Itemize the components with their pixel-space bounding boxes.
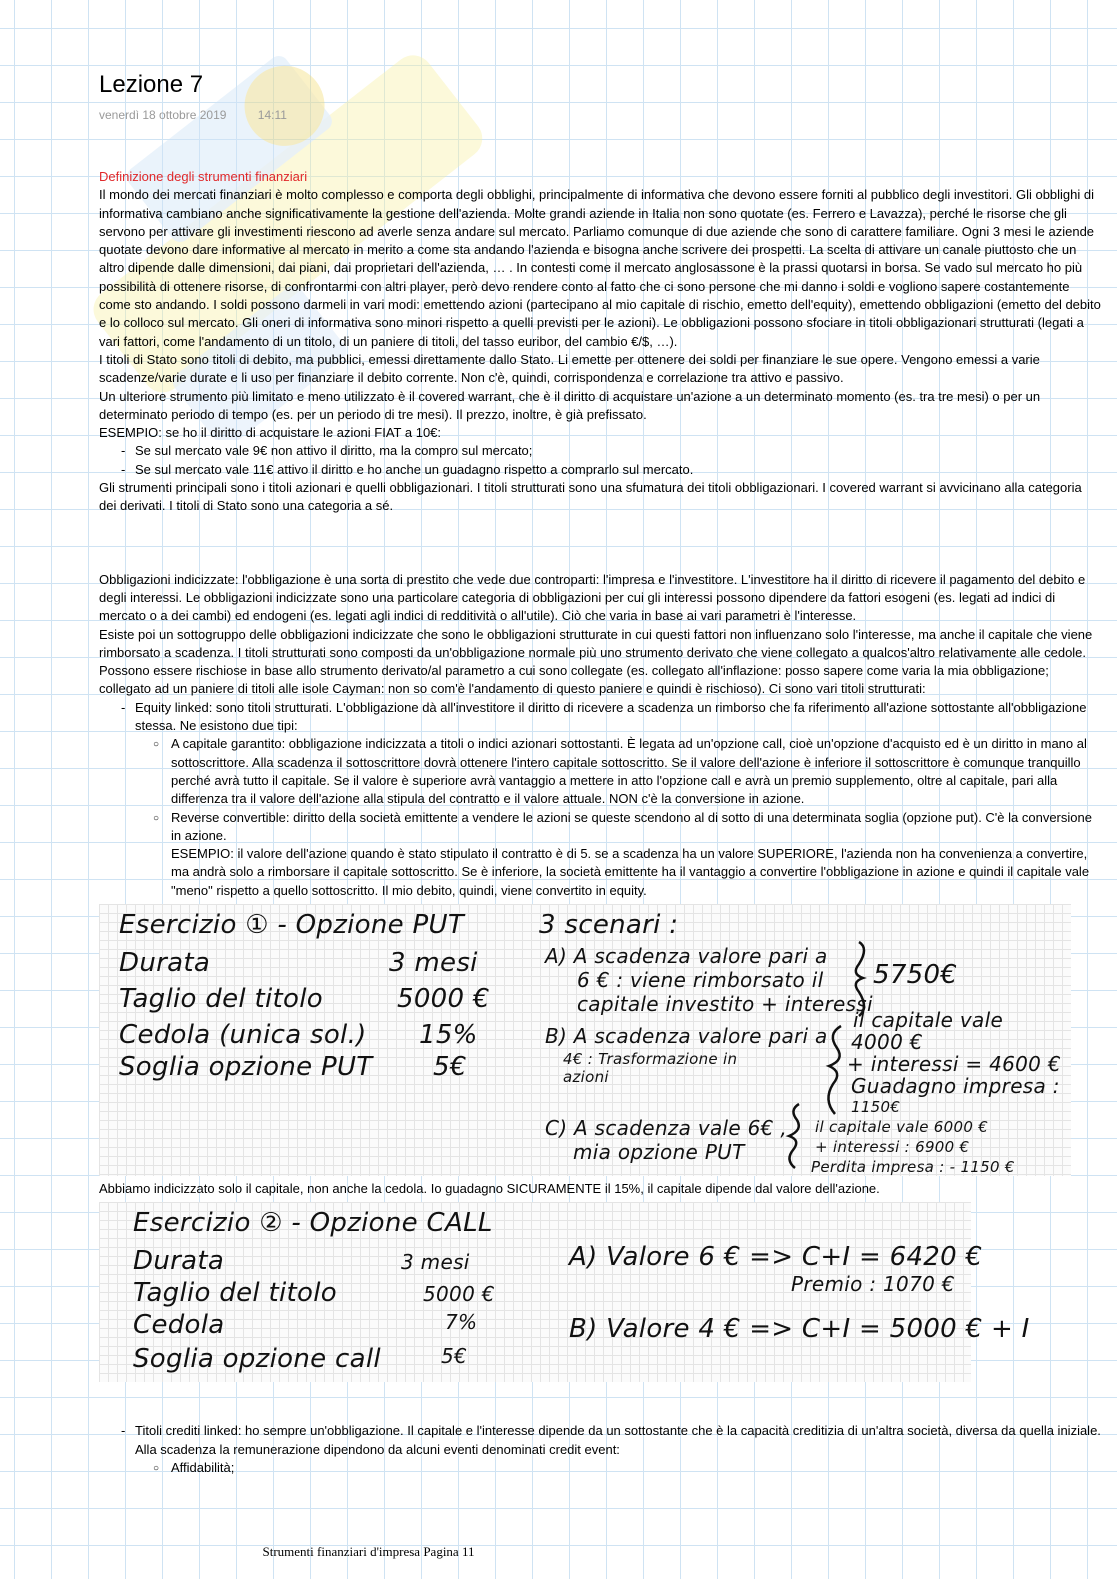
list-item: - Se sul mercato vale 9€ non attivo il diritto, ma la compro sul mercato;: [135, 442, 1101, 460]
page-date: venerdì 18 ottobre 2019: [99, 108, 227, 122]
scenario-c-line: C) A scadenza vale 6€ ,: [545, 1115, 787, 1140]
structured-list: [99, 699, 1101, 900]
scenario-b-line: azioni: [563, 1067, 609, 1086]
row-value: 3 mesi: [401, 1250, 470, 1275]
scenario-b-result: il capitale vale: [853, 1007, 1004, 1032]
scenario-a-line: A) Valore 6 € => C+I = 6420 €: [569, 1242, 983, 1273]
scenario-c-result: il capitale vale 6000 €: [815, 1117, 989, 1136]
note-page: [99, 70, 1101, 1477]
scenario-a-line: 6 € : viene rimborsato il: [577, 967, 824, 992]
reverse-convertible-example: ESEMPIO: il valore dell'azione quando è stato stipulato il contratto è di 5. se a scadenza ha un valore SUPERIORE, l'azienda non ha convenienza a convertire, ma andrà solo a rimborsare il capitale sottoscritto. Se è inferiore, la società emittente ha il vantaggio a convertire l'obbligazione in azione e quindi il capitale vale "meno" rispetto a quello sottoscritto. Il mio debito, quindi, viene convertito in equity.: [171, 846, 1090, 898]
page-meta: [99, 108, 1101, 122]
exercise-2-sketch: [99, 1202, 1030, 1382]
scenario-b-result: 1150€: [851, 1097, 901, 1116]
reverse-convertible-text: Reverse convertible: diritto della società emittente a vendere le azioni se queste scendono al di sotto di una determinata soglia (opzione put). C'è la conversione in azione.: [171, 809, 1092, 843]
exercise-title: Esercizio ① - Opzione PUT: [119, 909, 465, 940]
paragraph: Abbiamo indicizzato solo il capitale, non anche la cedola. Io guadagno SICURAMENTE il 15%, il capitale dipende dal valore dell'azione.: [99, 1180, 880, 1196]
paragraph: Un ulteriore strumento più limitato e meno utilizzato è il covered warrant, che è il diritto di acquistare un'azione a un determinato momento (es. tra tre mesi) o per un determinato periodo di tempo (es. per un periodo di tre mesi). Il prezzo, inoltre, è già prefissato.: [99, 388, 1041, 422]
row-label: Cedola: [133, 1310, 225, 1341]
credit-events-list: [135, 1459, 1101, 1477]
row-value: 5€: [433, 1051, 467, 1082]
exercise-1-sketch: [99, 904, 1071, 1176]
page-footer: Strumenti finanziari d'impresa Pagina 11: [262, 1544, 475, 1559]
page-time: 14:11: [257, 108, 287, 122]
scenario-b-line: B) A scadenza valore pari a: [545, 1023, 828, 1048]
row-value: 7%: [445, 1310, 478, 1335]
scenario-c-result: + interessi : 6900 €: [815, 1137, 970, 1156]
paragraph: Esiste poi un sottogruppo delle obbligazioni indicizzate che sono le obbligazioni strutturate in cui questi fattori non influenzano solo l'interesse, ma anche il capitale che viene rimborsato a scadenza. I titoli strutturati sono composti da un'obbligazione normale più uno strumento derivato che viene collegato a qualcos'altro relativamente alle cedole. Possono essere rischiose in base allo strumento derivato/al parametro a cui sono collegate (es. collegato all'inflazione: posso sapere come varia la mia obbligazione; collegato ad un paniere di titoli alle isole Cayman: non so com'è l'andamento di questo paniere e quindi è rischioso). Ci sono vari titoli strutturati:: [99, 626, 1093, 697]
scenario-b-line: 4€ : Trasformazione in: [563, 1049, 738, 1068]
exercise-title: Esercizio ② - Opzione CALL: [133, 1208, 493, 1239]
scenario-c-line: mia opzione PUT: [573, 1139, 745, 1164]
row-label: Cedola (unica sol.): [119, 1019, 367, 1050]
scenario-c-result: Perdita impresa : - 1150 €: [811, 1157, 1015, 1176]
scenario-b-result: + interessi = 4600 €: [847, 1051, 1061, 1076]
row-value: 5000 €: [397, 983, 490, 1014]
scenario-a-line: Premio : 1070 €: [791, 1272, 955, 1297]
list-item: [171, 809, 1101, 900]
row-label: Soglia opzione PUT: [119, 1051, 373, 1082]
scenario-a-line: A) A scadenza valore pari a: [545, 943, 828, 968]
paragraph: Il mondo dei mercati finanziari è molto complesso e comporta degli obblighi, principalmente di informativa che devono essere forniti al pubblico degli investitori. Gli obblighi di informativa cambiano anche significativamente la gestione dell'azienda. Molte grandi aziende in Italia non sono quotate (es. Ferrero e Lavazza), perché le risorse che gli servono per attivare gli investimenti riescono ad averle senza andare sul mercato. Parliamo comunque di due aziende che sono di carattere familiare. Ogni 3 mesi le aziende quotate devono dare informative al mercato in merito a come sta andando l'azienda e bisogna anche scrivere dei prospetti. La scelta di attivare un canale piuttosto che un altro dipende dalle dimensioni, dai piani, dai proprietari dell'azienda, … . In contesti come il mercato anglosassone è la prassi quotarsi in borsa. Se vado sul mercato ho più possibilità di ottenere risorse, di confrontarmi con altri player, però devo rendere conto al fatto che ci sono persone che mi danno i soldi e vogliono sapere costantemente come sto andando. I soldi possono darmeli in vari modi: emettendo azioni (partecipano al mio capitale di rischio, emetto dell'equity), emettendo obbligazioni (emetto del debito e lo colloco sul mercato. Gli oneri di informativa sono minori rispetto a quelli previsti per le azioni). Le obbligazioni possono sfociare in titoli obbligazionari strutturati (legati a vari fattori, come l'andamento di un titolo, di un paniere di titoli, del tasso euribor, del cambio €/$, …).: [99, 187, 1101, 349]
credit-linked-list: [99, 1422, 1101, 1477]
equity-linked-text: Equity linked: sono titoli strutturati. L'obbligazione dà all'investitore il diritto di ricevere a scadenza un rimborso che fa riferimento all'azione sottostante all'obbligazione stessa. Ne esistono due tipi:: [135, 699, 1087, 734]
scenario-b-result: 4000 €: [851, 1029, 923, 1054]
list-item: - Se sul mercato vale 11€ attivo il diritto e ho anche un guadagno rispetto a comprarlo sul mercato.: [135, 461, 1101, 479]
row-value: 5000 €: [423, 1282, 495, 1307]
list-item: ○ Affidabilità;: [171, 1459, 1101, 1477]
page-title: Lezione 7: [99, 71, 204, 98]
list-item: [135, 699, 1101, 900]
row-label: Durata: [133, 1246, 225, 1277]
row-value: 5€: [441, 1344, 468, 1369]
scenario-b-result: Guadagno impresa :: [851, 1073, 1060, 1098]
scenarios-title: 3 scenari :: [539, 909, 679, 940]
row-label: Durata: [119, 947, 211, 978]
example-list: [99, 442, 1101, 479]
row-value: 3 mesi: [389, 947, 478, 978]
paragraph: Gli strumenti principali sono i titoli azionari e quelli obbligazionari. I titoli strutturati sono una sfumatura dei titoli obbligazionari. I covered warrant si avvicinano alla categoria dei derivati. I titoli di Stato sono una categoria a sé.: [99, 480, 1082, 514]
paragraph: ESEMPIO: se ho il diritto di acquistare le azioni FIAT a 10€:: [99, 425, 442, 441]
list-item: ○ A capitale garantito: obbligazione indicizzata a titoli o indici azionari sottostanti. È legata ad un'opzione call, cioè un'opzione d'acquisto ed è un diritto in mano al sottoscrittore. Alla scadenza il sottoscrittore dovrà ottenere l'intero capitale sottoscritto. Se il valore dell'azione è inferiore il sottoscrittore è comunque tranquillo perché avrà tutto il capitale. Se il valore è superiore avrà vantaggio a mettere in atto l'opzione call e avrà un premio supplemento, oltre al capitale, pari alla differenza tra il valore dell'azione alla stipula del contratto e il valore attuale. NON c'è la conversione in azione.: [171, 735, 1101, 808]
scenario-a-result: 5750€: [873, 959, 958, 990]
section-heading: Definizione degli strumenti finanziari: [99, 169, 308, 184]
row-label: Taglio del titolo: [119, 983, 323, 1014]
row-label: Taglio del titolo: [133, 1278, 337, 1309]
paragraph: Obbligazioni indicizzate: l'obbligazione è una sorta di prestito che vede due controparti: l'impresa e l'investitore. L'investitore ha il diritto di ricevere il pagamento del debito e degli interessi. Le obbligazioni indicizzate sono una particolare categoria di obbligazioni per cui gli interessi possono dipendere da fattori esogeni (es. legati ad indici di mercato o a dei cambi) ed endogeni (es. legati agli indici di redditività o all'utile). Ciò che varia in base ai vari parametri è l'interesse.: [99, 571, 1086, 624]
row-value: 15%: [419, 1019, 478, 1050]
row-label: Soglia opzione call: [133, 1344, 381, 1375]
scenario-b-line: B) Valore 4 € => C+I = 5000 € + I: [569, 1314, 1030, 1345]
credit-linked-text: Titoli crediti linked: ho sempre un'obbligazione. Il capitale e l'interesse dipende da un sottostante che è la capacità creditizia di un'altra società, diversa da quella iniziale. Alla scadenza la remunerazione dipendono da alcuni eventi denominati credit event:: [135, 1423, 1101, 1457]
scenario-a-line: capitale investito + interessi: [577, 991, 873, 1016]
equity-linked-sublist: [135, 735, 1101, 900]
list-item: [135, 1422, 1101, 1477]
paragraph: I titoli di Stato sono titoli di debito, ma pubblici, emessi direttamente dallo Stato. Li emette per ottenere dei soldi per finanziare le sue opere. Vengono emessi a varie scadenze/varie durate e li uso per finanziare il debito corrente. Non c'è, quindi, corrispondenza e correlazione tra attivo e passivo.: [99, 351, 1040, 386]
